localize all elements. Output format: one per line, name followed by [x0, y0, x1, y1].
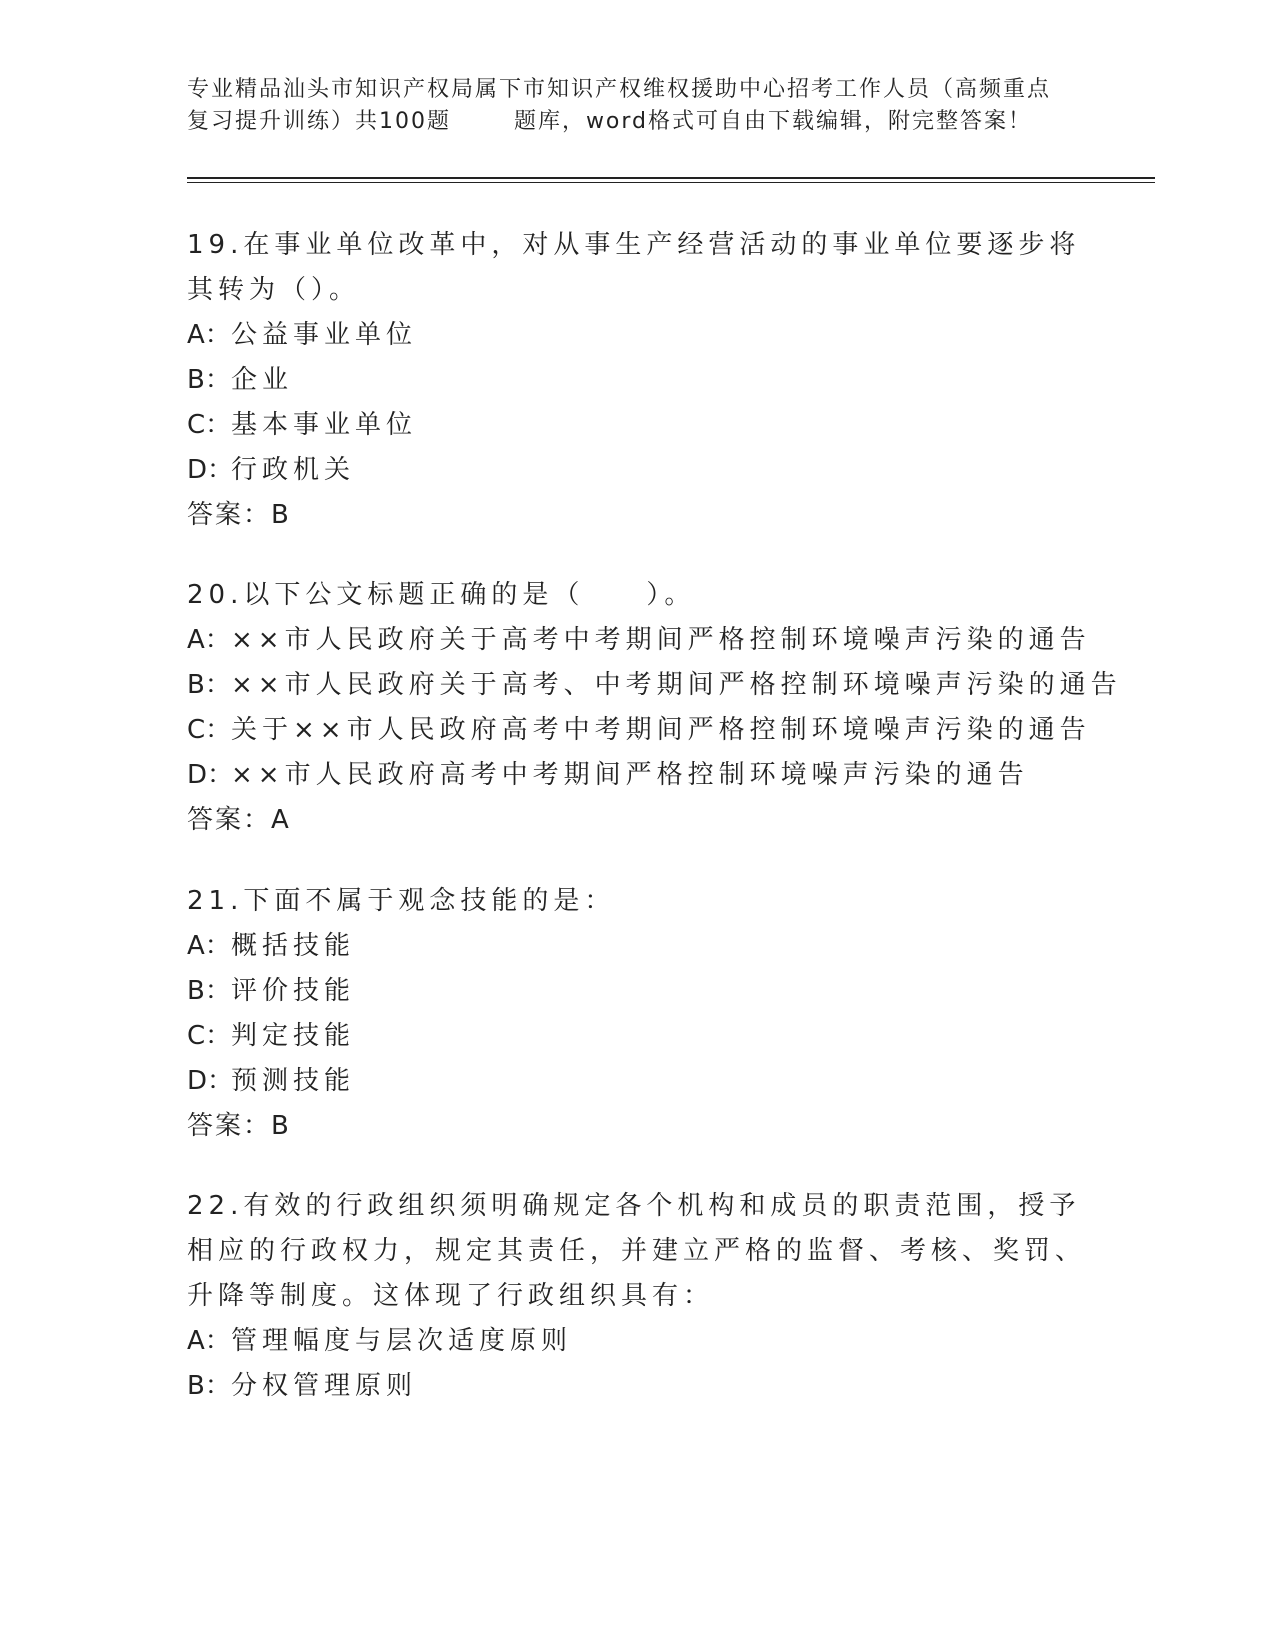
option-key: C： — [187, 715, 232, 745]
option-text: 关于××市人民政府高考中考期间严格控制环境噪声污染的通告 — [231, 715, 1091, 745]
option-a — [187, 618, 1091, 663]
option-key: A： — [187, 1326, 231, 1356]
option-key: B： — [187, 1371, 231, 1401]
option-key: A： — [187, 931, 231, 961]
option-text: 预测技能 — [231, 1066, 356, 1096]
option-b — [187, 663, 1122, 708]
option-key: C： — [187, 1021, 232, 1051]
option-b — [187, 358, 1087, 403]
question-stem: 20.以下公文标题正确的是（ ）。 — [187, 580, 696, 610]
option-key: A： — [187, 320, 231, 350]
option-key: B： — [187, 976, 231, 1006]
option-key: D： — [187, 760, 234, 790]
answer-label: 答案： — [187, 500, 272, 530]
option-key: B： — [187, 365, 231, 395]
option-key: A： — [187, 625, 231, 655]
question-stem: 22.有效的行政组织须明确规定各个机构和成员的职责范围，授予相应的行政权力，规定其责任，并建立严格的监督、考核、奖罚、升降等制度。这体现了行政组织具有： — [187, 1191, 1087, 1311]
header-divider-thick — [187, 177, 1155, 179]
question-stem: 21.下面不属于观念技能的是： — [187, 886, 616, 916]
answer-value: B — [271, 500, 291, 530]
header-title-line-2: 复习提升训练）共100题 题库，word格式可自由下载编辑，附完整答案！ — [187, 109, 1033, 134]
option-d — [187, 448, 1087, 493]
question-stem: 19.在事业单位改革中，对从事生产经营活动的事业单位要逐步将其转为（）。 — [187, 230, 1081, 305]
option-b — [187, 969, 1087, 1014]
answer-line — [187, 493, 1087, 538]
header-divider-thin — [187, 182, 1155, 183]
option-b — [187, 1364, 1087, 1409]
option-c — [187, 708, 1091, 753]
answer-label: 答案： — [187, 805, 272, 835]
option-text: 基本事业单位 — [231, 410, 418, 440]
question-21 — [187, 879, 1087, 1149]
option-text: 公益事业单位 — [231, 320, 418, 350]
option-text: ××市人民政府关于高考、中考期间严格控制环境噪声污染的通告 — [231, 670, 1122, 700]
option-text: 评价技能 — [231, 976, 356, 1006]
answer-value: A — [271, 805, 291, 835]
option-text: ××市人民政府关于高考中考期间严格控制环境噪声污染的通告 — [231, 625, 1091, 655]
option-d — [187, 1059, 1087, 1104]
header-title-line-1: 专业精品汕头市知识产权局属下市知识产权维权援助中心招考工作人员（高频重点 — [187, 77, 1052, 102]
option-key: D： — [187, 1066, 234, 1096]
option-text: 分权管理原则 — [231, 1371, 418, 1401]
answer-value: B — [271, 1111, 291, 1141]
answer-label: 答案： — [187, 1111, 272, 1141]
option-key: D： — [187, 455, 234, 485]
option-text: 概括技能 — [231, 931, 356, 961]
option-a — [187, 313, 1087, 358]
option-key: B： — [187, 670, 231, 700]
question-20 — [187, 573, 1122, 843]
option-a — [187, 1319, 1087, 1364]
option-c — [187, 1014, 1087, 1059]
question-19 — [187, 223, 1087, 538]
option-a — [187, 924, 1087, 969]
answer-line — [187, 798, 1087, 843]
document-header — [187, 74, 1087, 138]
option-d — [187, 753, 1087, 798]
option-text: 企业 — [231, 365, 294, 395]
option-text: ××市人民政府高考中考期间严格控制环境噪声污染的通告 — [231, 760, 1029, 790]
option-text: 判定技能 — [231, 1021, 356, 1051]
answer-line — [187, 1104, 1087, 1149]
option-c — [187, 403, 1087, 448]
option-key: C： — [187, 410, 232, 440]
option-text: 管理幅度与层次适度原则 — [231, 1326, 573, 1356]
question-22 — [187, 1184, 1087, 1409]
option-text: 行政机关 — [231, 455, 356, 485]
